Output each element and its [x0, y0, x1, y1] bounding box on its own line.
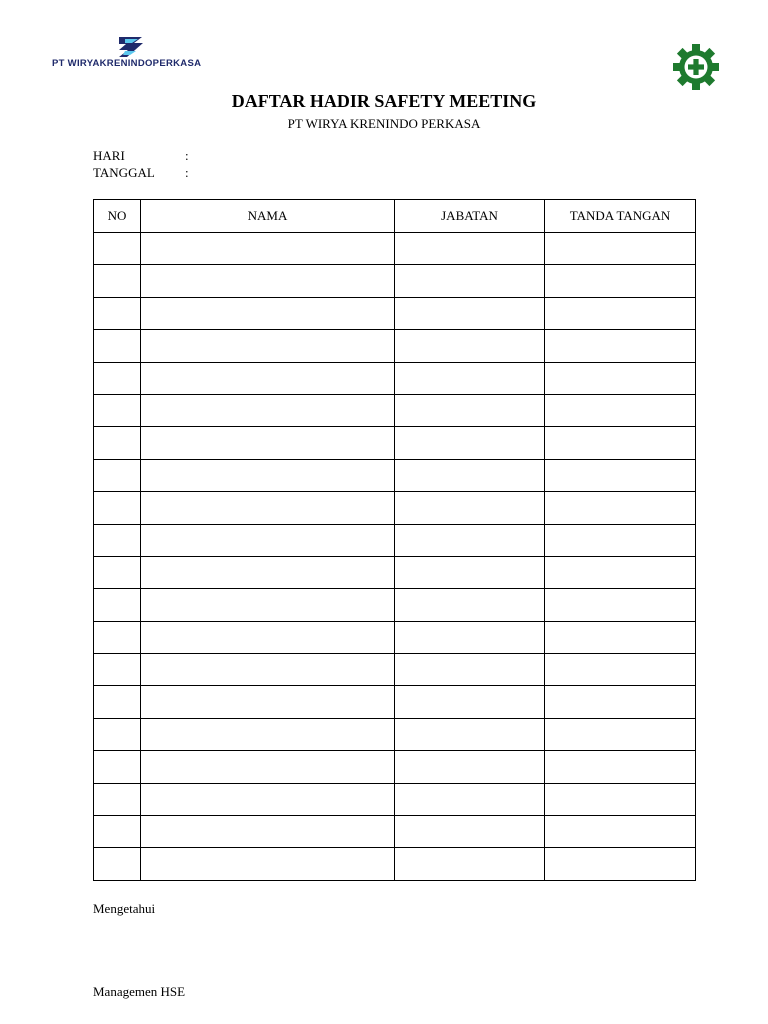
cell-nama[interactable] [141, 297, 395, 329]
table-row [94, 459, 696, 491]
table-row [94, 427, 696, 459]
table-row [94, 816, 696, 848]
table-row [94, 654, 696, 686]
cell-nama[interactable] [141, 621, 395, 653]
cell-nama[interactable] [141, 589, 395, 621]
cell-no[interactable] [94, 330, 141, 362]
cell-jabatan[interactable] [395, 427, 545, 459]
cell-no[interactable] [94, 848, 141, 880]
cell-no[interactable] [94, 427, 141, 459]
table-row [94, 783, 696, 815]
cell-nama[interactable] [141, 686, 395, 718]
cell-tanda-tangan[interactable] [545, 751, 696, 783]
cell-nama[interactable] [141, 265, 395, 297]
cell-jabatan[interactable] [395, 816, 545, 848]
cell-jabatan[interactable] [395, 524, 545, 556]
table-row [94, 297, 696, 329]
table-row [94, 589, 696, 621]
cell-no[interactable] [94, 459, 141, 491]
cell-no[interactable] [94, 718, 141, 750]
cell-tanda-tangan[interactable] [545, 816, 696, 848]
cell-tanda-tangan[interactable] [545, 297, 696, 329]
company-logo [52, 36, 222, 76]
table-header-row [94, 200, 696, 233]
table-row [94, 233, 696, 265]
cell-no[interactable] [94, 751, 141, 783]
cell-no[interactable] [94, 297, 141, 329]
cell-nama[interactable] [141, 556, 395, 588]
table-row [94, 492, 696, 524]
cell-jabatan[interactable] [395, 621, 545, 653]
cell-nama[interactable] [141, 427, 395, 459]
cell-no[interactable] [94, 233, 141, 265]
cell-nama[interactable] [141, 233, 395, 265]
field-tanggal [93, 165, 189, 181]
cell-jabatan[interactable] [395, 362, 545, 394]
cell-jabatan[interactable] [395, 686, 545, 718]
cell-tanda-tangan[interactable] [545, 556, 696, 588]
table-row [94, 751, 696, 783]
cell-no[interactable] [94, 654, 141, 686]
tanggal-separator: : [185, 165, 189, 180]
cell-no[interactable] [94, 686, 141, 718]
column-header-jabatan: JABATAN [395, 200, 545, 233]
cell-tanda-tangan[interactable] [545, 459, 696, 491]
cell-tanda-tangan[interactable] [545, 362, 696, 394]
cell-jabatan[interactable] [395, 589, 545, 621]
hari-label: HARI [93, 148, 125, 163]
table-row [94, 524, 696, 556]
table-row [94, 718, 696, 750]
cell-nama[interactable] [141, 524, 395, 556]
cell-tanda-tangan[interactable] [545, 233, 696, 265]
cell-jabatan[interactable] [395, 459, 545, 491]
cell-nama[interactable] [141, 362, 395, 394]
company-name: PT WIRYA KRENINDO PERKASA [287, 116, 481, 131]
cell-jabatan[interactable] [395, 265, 545, 297]
cell-jabatan[interactable] [395, 492, 545, 524]
cell-nama[interactable] [141, 459, 395, 491]
company-logo-text: PT WIRYAKRENINDOPERKASA [52, 58, 202, 69]
table-row [94, 686, 696, 718]
cell-jabatan[interactable] [395, 718, 545, 750]
hari-separator: : [185, 148, 189, 163]
cell-tanda-tangan[interactable] [545, 330, 696, 362]
cell-no[interactable] [94, 783, 141, 815]
field-hari [93, 148, 189, 164]
cell-nama[interactable] [141, 492, 395, 524]
table-body [94, 233, 696, 881]
cell-tanda-tangan[interactable] [545, 686, 696, 718]
cell-nama[interactable] [141, 330, 395, 362]
hse-management-label: Managemen HSE [93, 984, 186, 999]
cell-jabatan[interactable] [395, 654, 545, 686]
table-row [94, 265, 696, 297]
cell-tanda-tangan[interactable] [545, 524, 696, 556]
cell-tanda-tangan[interactable] [545, 265, 696, 297]
cell-no[interactable] [94, 621, 141, 653]
k3-safety-gear-icon [667, 42, 725, 92]
cell-tanda-tangan[interactable] [545, 589, 696, 621]
column-header-no: NO [94, 200, 141, 233]
cell-jabatan[interactable] [395, 556, 545, 588]
tanggal-label: TANGGAL [93, 165, 155, 180]
cell-jabatan[interactable] [395, 394, 545, 426]
table-row [94, 362, 696, 394]
cell-tanda-tangan[interactable] [545, 654, 696, 686]
cell-jabatan[interactable] [395, 751, 545, 783]
table-row [94, 621, 696, 653]
cell-no[interactable] [94, 816, 141, 848]
document-title: DAFTAR HADIR SAFETY MEETING [231, 91, 537, 111]
cell-no[interactable] [94, 492, 141, 524]
cell-no[interactable] [94, 556, 141, 588]
table-row [94, 394, 696, 426]
cell-no[interactable] [94, 589, 141, 621]
table-row [94, 848, 696, 880]
cell-jabatan[interactable] [395, 783, 545, 815]
cell-nama[interactable] [141, 816, 395, 848]
cell-nama[interactable] [141, 783, 395, 815]
table-row [94, 330, 696, 362]
cell-nama[interactable] [141, 718, 395, 750]
cell-jabatan[interactable] [395, 297, 545, 329]
cell-tanda-tangan[interactable] [545, 492, 696, 524]
cell-nama[interactable] [141, 848, 395, 880]
cell-tanda-tangan[interactable] [545, 783, 696, 815]
company-logo-icon [116, 36, 146, 58]
cell-tanda-tangan[interactable] [545, 621, 696, 653]
cell-tanda-tangan[interactable] [545, 394, 696, 426]
cell-nama[interactable] [141, 394, 395, 426]
mengetahui-label: Mengetahui [93, 901, 156, 916]
cell-nama[interactable] [141, 751, 395, 783]
cell-no[interactable] [94, 265, 141, 297]
cell-no[interactable] [94, 362, 141, 394]
cell-no[interactable] [94, 524, 141, 556]
cell-jabatan[interactable] [395, 233, 545, 265]
column-header-tanda-tangan: TANDA TANGAN [545, 200, 696, 233]
cell-tanda-tangan[interactable] [545, 848, 696, 880]
cell-jabatan[interactable] [395, 330, 545, 362]
table-row [94, 556, 696, 588]
column-header-nama: NAMA [141, 200, 395, 233]
attendance-table [93, 199, 696, 881]
cell-tanda-tangan[interactable] [545, 427, 696, 459]
cell-tanda-tangan[interactable] [545, 718, 696, 750]
cell-jabatan[interactable] [395, 848, 545, 880]
cell-no[interactable] [94, 394, 141, 426]
cell-nama[interactable] [141, 654, 395, 686]
